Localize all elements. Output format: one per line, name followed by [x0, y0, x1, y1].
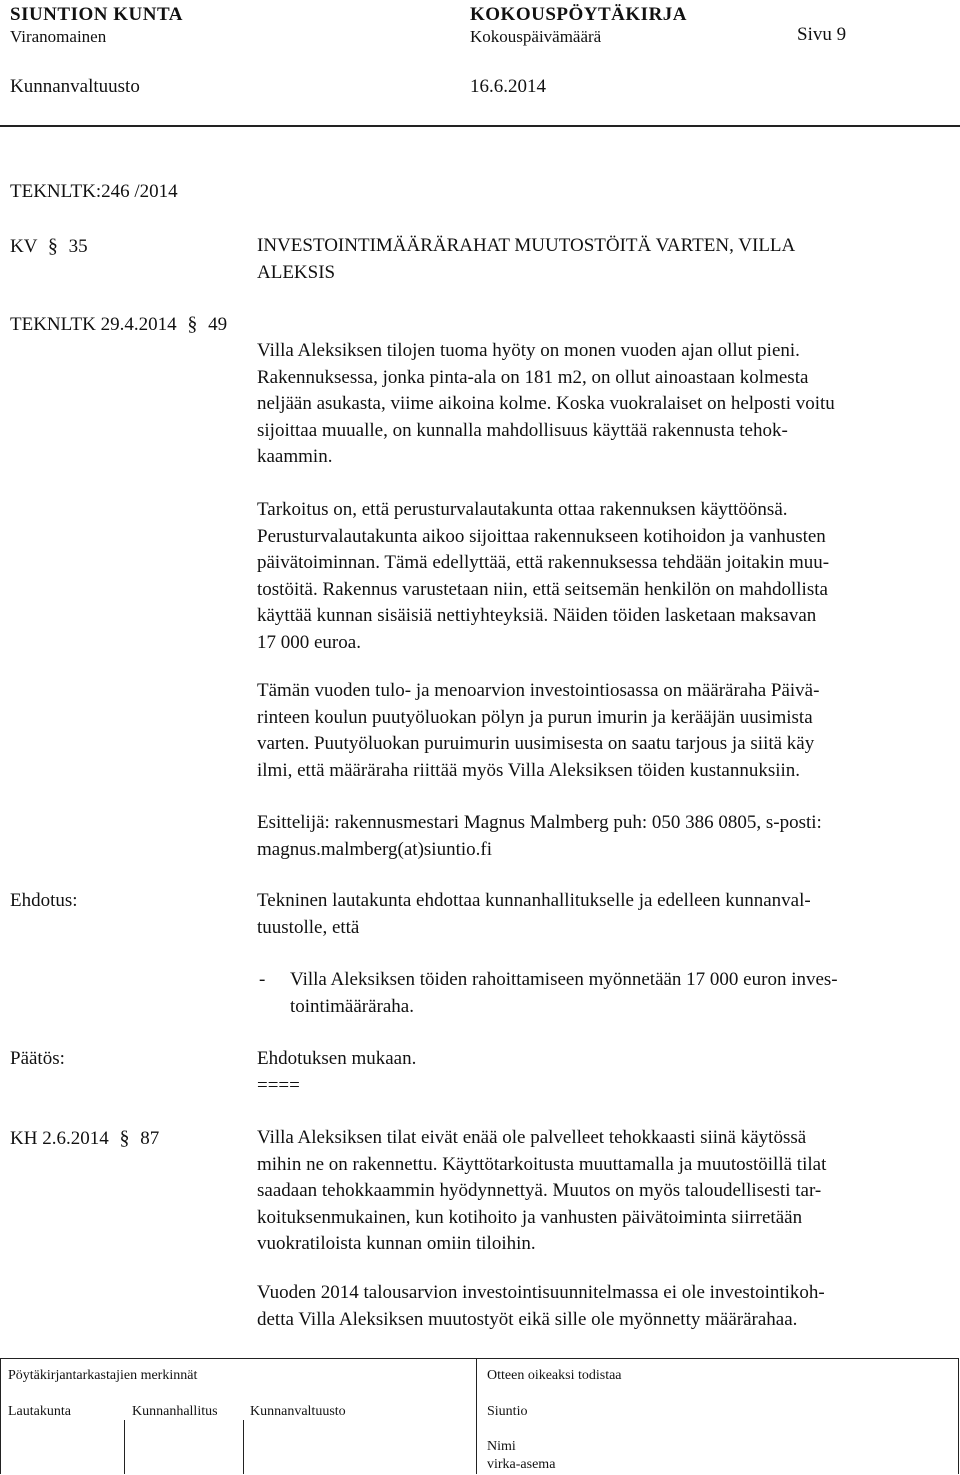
- teknltk-reference: [10, 311, 227, 339]
- paragraph-line: tostöitä. Rakennus varustetaan niin, että seitsemän henkilön on mahdollista: [257, 578, 828, 600]
- paragraph-line: detta Villa Aleksiksen muutostyöt eikä sille ole myönnetty määrärahaa.: [257, 1308, 798, 1330]
- teknltk-number: 49: [208, 314, 228, 335]
- authority-label: Viranomainen: [10, 27, 107, 46]
- municipality-name: SIUNTION KUNTA: [10, 4, 183, 25]
- footer-name-label: Nimi: [487, 1439, 516, 1454]
- reviewers-label: Pöytäkirjantarkastajien merkinnät: [8, 1368, 198, 1383]
- paragraph-line: vuokratiloista kunnan omiin tiloihin.: [257, 1233, 536, 1254]
- kh-number: 87: [140, 1128, 160, 1149]
- paragraph-line: Perusturvalautakunta aikoo sijoittaa rakennukseen kotihoidon ja vanhusten: [257, 525, 826, 547]
- paragraph-line: tointimääräraha.: [290, 995, 414, 1017]
- paragraph-line: Ehdotuksen mukaan.: [257, 1048, 417, 1069]
- proposal-label: Ehdotus:: [10, 890, 78, 911]
- footer-council-label: Kunnanvaltuusto: [250, 1404, 346, 1419]
- paragraph-line: magnus.malmberg(at)siuntio.fi: [257, 838, 492, 860]
- kh-reference: [10, 1125, 159, 1153]
- title-line: INVESTOINTIMÄÄRÄRAHAT MUUTOSTÖITÄ VARTEN, VILLA: [257, 235, 796, 256]
- paragraph-line: Vuoden 2014 talousarvion investointisuunnitelmassa ei ole investointikoh-: [257, 1282, 825, 1303]
- item-title: [257, 233, 947, 286]
- footer-border-right: [958, 1358, 959, 1474]
- paragraph-line: neljään asukasta, viime aikoina kolme. Koska vuokralaiset on helposti voitu: [257, 393, 835, 414]
- kv-label: KV: [10, 236, 38, 257]
- paragraph-line: Esittelijä: rakennusmestari Magnus Malmberg puh: 050 386 0805, s-posti:: [257, 812, 822, 833]
- paragraph-line: Tarkoitus on, että perusturvalautakunta ottaa rakennuksen käyttöönsä.: [257, 499, 788, 520]
- paragraph-line: varten. Puutyöluokan puruimurin uusimisesta on saatu tarjous ja siitä käy: [257, 733, 815, 754]
- meeting-date-value: 16.6.2014: [470, 76, 546, 97]
- paragraph-line: 17 000 euroa.: [257, 631, 361, 653]
- document-type: KOKOUSPÖYTÄKIRJA: [470, 4, 688, 25]
- paragraph-line: päivätoiminnan. Tämä edellyttää, että rakennuksessa tehdään joitakin muu-: [257, 552, 830, 573]
- decision-text: [257, 1046, 947, 1099]
- paragraph-line: Villa Aleksiksen tilat eivät enää ole palvelleet tehokkaasti siinä käytössä: [257, 1127, 807, 1148]
- paragraph-line: Tämän vuoden tulo- ja menoarvion investointiosassa on määräraha Päivä-: [257, 680, 820, 701]
- paragraph-line: saadaan tehokkaammin hyödynnettyä. Muutos on myös taloudellisesti tar-: [257, 1180, 822, 1201]
- kv-reference: [10, 233, 88, 261]
- bullet-dash: -: [259, 969, 266, 990]
- page-number: Sivu 9: [797, 24, 847, 45]
- paragraph-line: sijoittaa muualle, on kunnalla mahdollisuus käyttää rakennusta tehok-: [257, 419, 788, 441]
- footer-border-left: [0, 1358, 1, 1474]
- paragraph-line: ilmi, että määräraha riittää myös Villa Aleksiksen töiden kustannuksiin.: [257, 759, 801, 781]
- title-line: ALEKSIS: [257, 261, 336, 283]
- paragraph-line: mihin ne on rakennettu. Käyttötarkoitusta muuttamalla ja muutostöillä tilat: [257, 1153, 827, 1175]
- teknltk-date: TEKNLTK 29.4.2014: [10, 314, 177, 335]
- case-reference: TEKNLTK:246 /2014: [10, 181, 178, 202]
- footer-col-divider: [124, 1420, 125, 1474]
- footer-municipality: Siuntio: [487, 1404, 528, 1419]
- paragraph-line: Villa Aleksiksen töiden rahoittamiseen myönnetään 17 000 euron inves-: [290, 969, 838, 990]
- meeting-date-label: Kokouspäivämäärä: [470, 27, 602, 46]
- paragraph-investment: [257, 1280, 947, 1333]
- paragraph-line: Villa Aleksiksen tilojen tuoma hyöty on monen vuoden ajan ollut pieni.: [257, 340, 800, 361]
- paragraph-line: tuustolle, että: [257, 916, 360, 938]
- footer-col-divider: [243, 1420, 244, 1474]
- bullet-text: [290, 967, 950, 1020]
- authority-value: Kunnanvaltuusto: [10, 76, 140, 97]
- proposal-text: [257, 888, 947, 941]
- footer-title-label: virka-asema: [487, 1457, 556, 1472]
- paragraph-line: Tekninen lautakunta ehdottaa kunnanhallitukselle ja edelleen kunnanval-: [257, 890, 811, 911]
- section-sign: §: [47, 235, 58, 257]
- section-sign: §: [187, 313, 198, 335]
- paragraph-line: kaammin.: [257, 446, 333, 467]
- paragraph-line: rinteen koulun puutyöluokan pölyn ja purun imurin ja kerääjän uusimista: [257, 706, 813, 728]
- paragraph-purpose: [257, 497, 947, 656]
- paragraph-line: ====: [257, 1074, 300, 1096]
- paragraph-presenter: [257, 810, 947, 863]
- footer-board-label: Lautakunta: [8, 1404, 71, 1419]
- kv-number: 35: [68, 236, 88, 257]
- footer-executive-label: Kunnanhallitus: [132, 1404, 218, 1419]
- kh-date: KH 2.6.2014: [10, 1128, 109, 1149]
- paragraph-kh: [257, 1125, 947, 1258]
- paragraph-budget: [257, 678, 947, 784]
- paragraph-line: koituksenmukainen, kun kotihoito ja vanhusten päivätoiminta siirretään: [257, 1206, 803, 1228]
- decision-label: Päätös:: [10, 1048, 65, 1069]
- certified-label: Otteen oikeaksi todistaa: [487, 1368, 622, 1383]
- paragraph-background: [257, 338, 947, 471]
- header-rule: [0, 125, 960, 127]
- paragraph-line: Rakennuksessa, jonka pinta-ala on 181 m2, on ollut ainoastaan kolmesta: [257, 366, 809, 388]
- paragraph-line: käyttää kunnan sisäisiä nettiyhteyksiä. Näiden töiden lasketaan maksavan: [257, 605, 817, 626]
- section-sign: §: [119, 1127, 130, 1149]
- footer-divider: [476, 1358, 477, 1474]
